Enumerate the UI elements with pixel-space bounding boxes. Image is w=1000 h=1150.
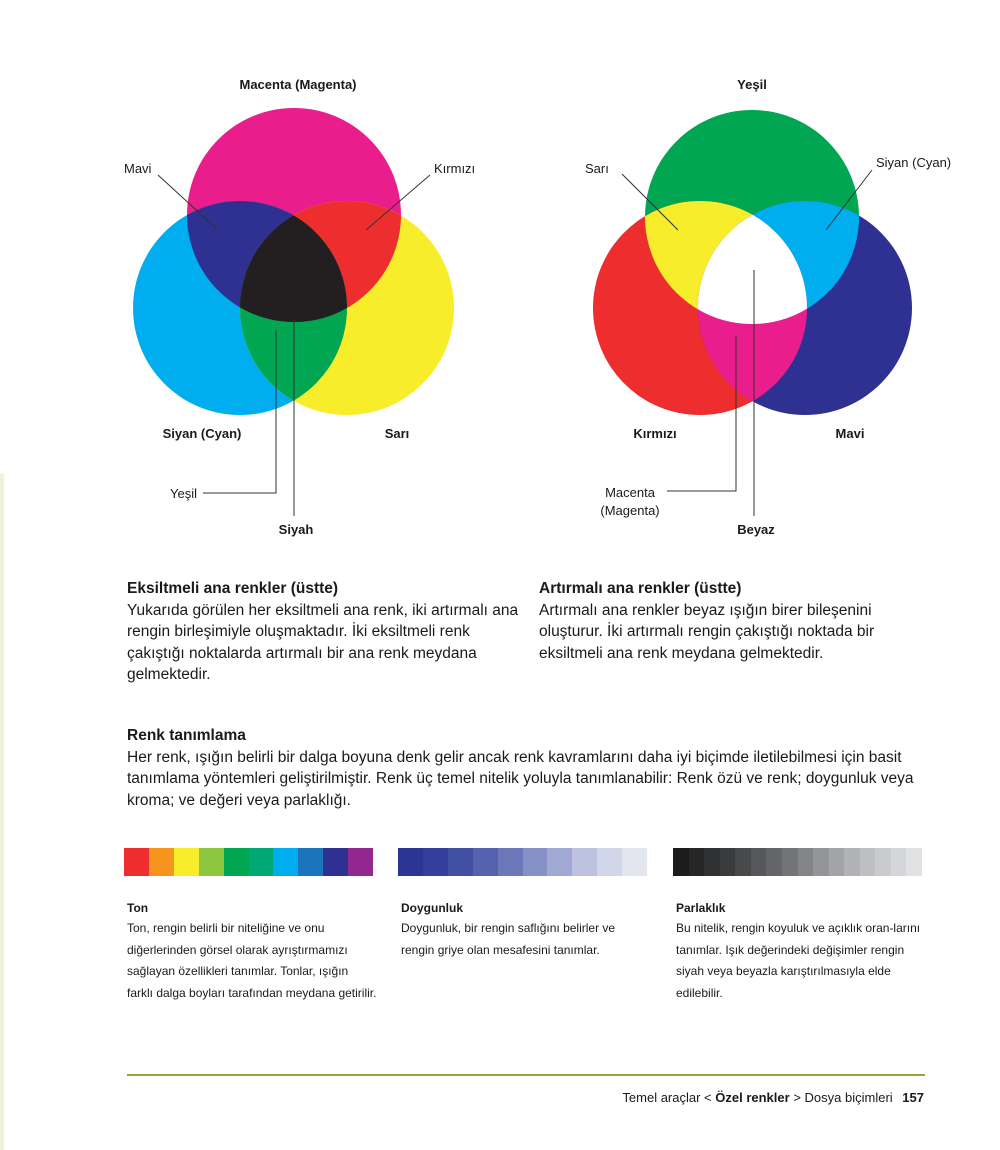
brightness-column: [676, 898, 926, 1004]
brightness-heading: Parlaklık: [676, 901, 726, 915]
brightness-swatch: [735, 848, 751, 876]
brightness-swatch: [782, 848, 798, 876]
brightness-swatch-strip: [673, 848, 922, 876]
saturation-heading: Doygunluk: [401, 901, 463, 915]
page-number: 157: [902, 1090, 924, 1105]
label-blue: Mavi: [835, 426, 865, 441]
hue-heading: Ton: [127, 901, 149, 915]
breadcrumb-current: Özel renkler: [715, 1090, 790, 1105]
subtractive-body: Yukarıda görülen her eksiltmeli ana renk, iki artırmalı ana rengin birleşimiyle oluşmaktadır. İki eksiltmeli renk çakıştığı noktalarda artırmalı bir ana renk meydana gelmektedir.: [127, 601, 519, 683]
hue-swatch: [124, 848, 149, 876]
brightness-body: Bu nitelik, rengin koyuluk ve açıklık oran-larını tanımlar. Işık değerindeki değişimler rengin siyah veya beyazla karıştırılmasıyla elde edilebilir.: [676, 921, 921, 1000]
color-definition-body: Her renk, ışığın belirli bir dalga boyuna denk gelir ancak renk kavramlarını daha iyi biçimde iletilebilmesi için basit tanımlama yöntemleri geliştirilmiştir. Renk üç temel nitelik yoluyla tanımlanabilir: Renk özü ve renk; doygunluk veya kroma; ve değeri veya parlaklığı.: [127, 748, 914, 809]
brightness-swatch: [860, 848, 876, 876]
hue-swatch: [298, 848, 323, 876]
saturation-swatch: [523, 848, 548, 876]
saturation-swatch: [547, 848, 572, 876]
label-white: Beyaz: [737, 522, 775, 537]
color-definition-heading: Renk tanımlama: [127, 727, 246, 744]
hue-swatch: [199, 848, 224, 876]
saturation-body: Doygunluk, bir rengin saflığını belirler ve rengin griye olan mesafesini tanımlar.: [401, 921, 616, 957]
label-magenta-line1: Macenta: [605, 485, 655, 500]
footer-rule: [127, 1074, 925, 1076]
hue-swatch: [273, 848, 298, 876]
brightness-swatch: [673, 848, 689, 876]
label-blue: Mavi: [124, 161, 152, 176]
hue-swatch: [224, 848, 249, 876]
saturation-swatch: [622, 848, 647, 876]
label-red: Kırmızı: [434, 161, 476, 176]
label-magenta-line2: (Magenta): [600, 503, 660, 518]
additive-body: Artırmalı ana renkler beyaz ışığın birer bileşenini oluşturur. İki artırmalı rengin çakıştığı noktada bir eksiltmeli ana renk meydana gelmektedir.: [539, 601, 875, 662]
subtractive-venn: [124, 77, 475, 537]
hue-swatch: [249, 848, 274, 876]
brightness-swatch: [813, 848, 829, 876]
brightness-swatch: [720, 848, 736, 876]
saturation-swatch: [498, 848, 523, 876]
brightness-swatch: [704, 848, 720, 876]
subtractive-heading: Eksiltmeli ana renkler (üstte): [127, 580, 339, 597]
label-cyan: Siyan (Cyan): [162, 426, 242, 441]
hue-body: Ton, rengin belirli bir niteliğine ve onu diğerlerinden görsel olarak ayrıştırmamızı sağlayan özellikleri tanımlar. Tonlar, ışığın farklı dalga boyları tarafından meydana getirilir.: [127, 921, 377, 1000]
color-definition: [127, 725, 927, 811]
breadcrumb-footer: [622, 1090, 924, 1105]
side-accent-bar: [0, 474, 4, 1150]
saturation-column: [401, 898, 651, 961]
color-diagrams: [0, 0, 1000, 560]
label-yellow: Sarı: [384, 426, 410, 441]
label-magenta: Macenta (Magenta): [239, 77, 357, 92]
brightness-swatch: [844, 848, 860, 876]
label-cyan: Siyan (Cyan): [876, 155, 952, 170]
brightness-swatch: [751, 848, 767, 876]
breadcrumb-prefix: Temel araçlar <: [622, 1090, 712, 1105]
saturation-swatch: [448, 848, 473, 876]
saturation-swatch: [597, 848, 622, 876]
label-red: Kırmızı: [633, 426, 677, 441]
hue-swatch: [174, 848, 199, 876]
brightness-swatch: [689, 848, 705, 876]
label-yellow: Sarı: [585, 161, 609, 176]
additive-venn: [585, 77, 951, 537]
saturation-swatch: [398, 848, 423, 876]
label-black: Siyah: [278, 522, 314, 537]
brightness-swatch: [798, 848, 814, 876]
saturation-swatch: [423, 848, 448, 876]
label-green: Yeşil: [170, 486, 197, 501]
hue-swatch: [149, 848, 174, 876]
brightness-swatch: [906, 848, 922, 876]
saturation-swatch: [572, 848, 597, 876]
hue-swatch-strip: [124, 848, 373, 876]
additive-heading: Artırmalı ana renkler (üstte): [539, 580, 742, 597]
saturation-swatch-strip: [398, 848, 647, 876]
brightness-swatch: [891, 848, 907, 876]
brightness-swatch: [766, 848, 782, 876]
label-green: Yeşil: [737, 77, 767, 92]
subtractive-description: [127, 578, 519, 686]
hue-swatch: [348, 848, 373, 876]
brightness-swatch: [875, 848, 891, 876]
breadcrumb-suffix: > Dosya biçimleri: [793, 1090, 893, 1105]
hue-column: [127, 898, 377, 1004]
hue-swatch: [323, 848, 348, 876]
saturation-swatch: [473, 848, 498, 876]
brightness-swatch: [829, 848, 845, 876]
additive-description: [539, 578, 929, 664]
